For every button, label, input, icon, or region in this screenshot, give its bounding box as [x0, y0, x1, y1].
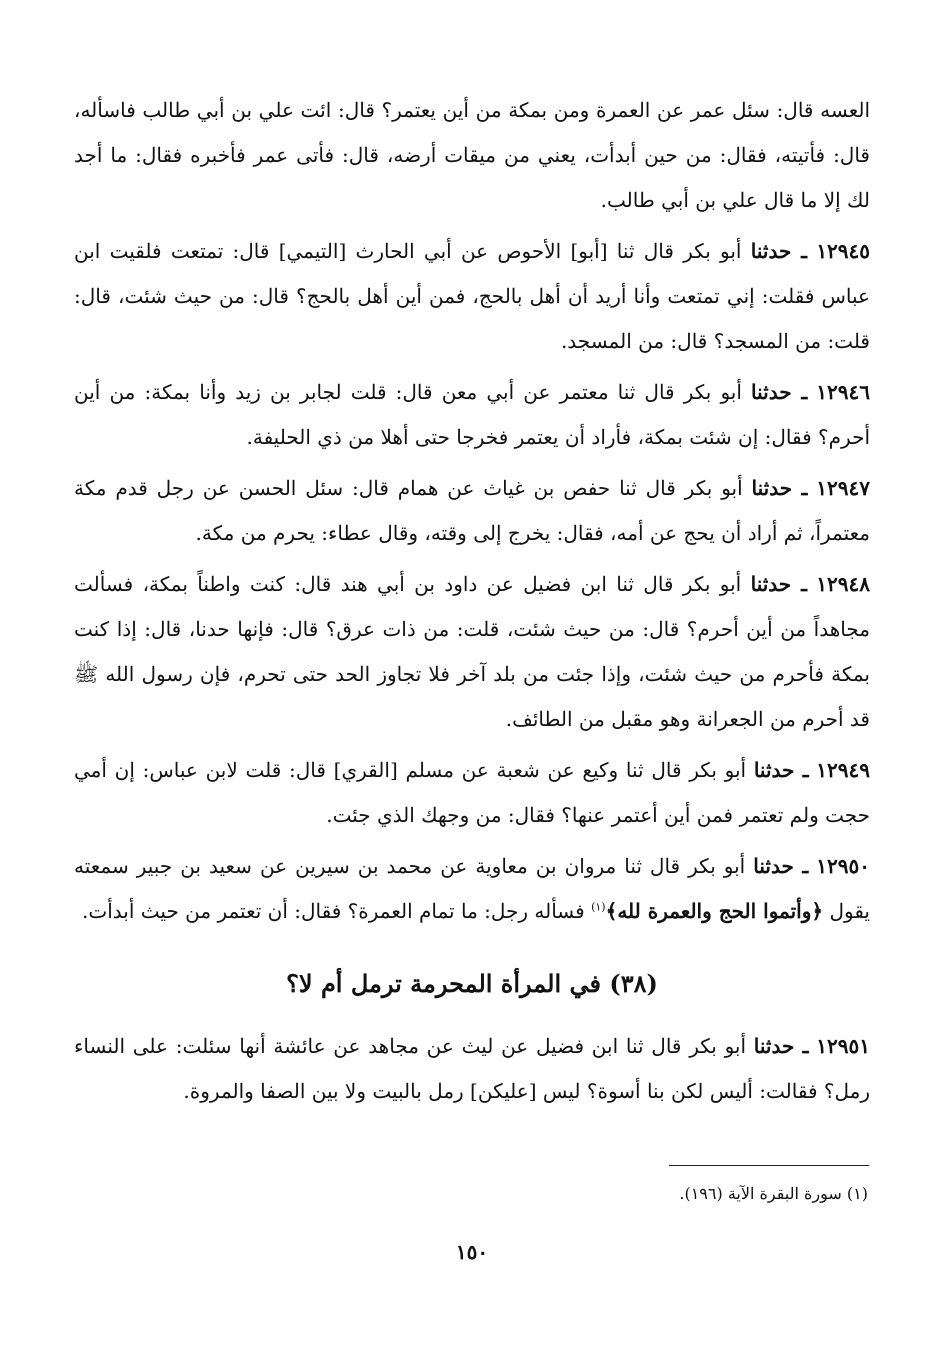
- hadith-paragraph-12945: [74, 229, 870, 364]
- footnote-divider: [669, 1165, 869, 1166]
- hadith-paragraph-12946: [74, 370, 870, 460]
- hadith-number: ١٢٩٤٧: [816, 476, 871, 500]
- hadith-text: أبو بكر قال ثنا ابن فضيل عن ليث عن مجاهد عن عائشة أنها سئلت: على النساء رمل؟ فقالت: أليس لكن بنا أسوة؟ ليس [عليكن] رمل بالبيت ولا بين الصفا والمروة.: [74, 1034, 870, 1103]
- hadith-lead: ـ حدثنا: [753, 854, 809, 878]
- hadith-lead: ـ حدثنا: [750, 239, 808, 263]
- hadith-paragraph-12950: [74, 844, 870, 934]
- hadith-paragraph-12947: [74, 466, 870, 556]
- hadith-number: ١٢٩٤٦: [816, 380, 871, 404]
- hadith-lead: ـ حدثنا: [753, 1034, 809, 1058]
- hadith-text: أبو بكر قال ثنا مروان بن معاوية عن محمد بن سيرين عن سعيد بن جبير سمعته يقول: [74, 854, 870, 923]
- footnote-reference: (١): [591, 900, 606, 914]
- hadith-text: أبو بكر قال ثنا حفص بن غياث عن همام قال: سئل الحسن عن رجل قدم مكة معتمراً، ثم أراد أن يحج عن أمه، فقال: يخرج إلى وقته، وقال عطاء: يحرم من مكة.: [74, 476, 870, 545]
- hadith-number: ١٢٩٥٠: [816, 854, 871, 878]
- hadith-number: ١٢٩٥١: [816, 1034, 870, 1058]
- hadith-number: ١٢٩٤٥: [816, 239, 871, 263]
- hadith-paragraph-12951: [74, 1024, 870, 1114]
- page-body: [74, 88, 870, 1120]
- hadith-text: العسه قال: سئل عمر عن العمرة ومن بمكة من أين يعتمر؟ قال: ائت علي بن أبي طالب فاسأله، قال: فأتيته، فقال: من حين أبدأت، يعني من ميقات أرضه، قال: فأتى عمر فأخبره فقال: ما أجد لك إلا ما قال علي بن أبي طالب.: [74, 98, 870, 212]
- hadith-text: أبو بكر قال ثنا معتمر عن أبي معن قال: قلت لجابر بن زيد وأنا بمكة: من أين أحرم؟ فقال: إن شئت بمكة، فأراد أن يعتمر فخرجا حتى أهلا من ذي الحليفة.: [74, 380, 870, 449]
- hadith-paragraph-continued: [74, 88, 870, 223]
- hadith-paragraph-12948: [74, 562, 870, 742]
- chapter-heading: (٣٨) في المرأة المحرمة ترمل أم لا؟: [286, 969, 658, 998]
- hadith-lead: ـ حدثنا: [751, 380, 808, 404]
- hadith-number: ١٢٩٤٨: [816, 572, 871, 596]
- hadith-lead: ـ حدثنا: [751, 476, 808, 500]
- hadith-text-continued: فسأله رجل: ما تمام العمرة؟ فقال: أن تعتمر من حيث أبدأت.: [82, 899, 585, 923]
- hadith-number: ١٢٩٤٩: [816, 758, 871, 782]
- quran-verse: ﴿وأتموا الحج والعمرة لله﴾: [605, 899, 824, 923]
- footnote: (١) سورة البقرة الآية (١٩٦).: [679, 1184, 868, 1203]
- page-number: ١٥٠: [455, 1240, 489, 1264]
- hadith-text: أبو بكر قال ثنا [أبو] الأحوص عن أبي الحارث [التيمي] قال: تمتعت فلقيت ابن عباس فقلت: إني تمتعت وأنا أريد أن أهل بالحج، فمن أين أهل بالحج؟ قال: من حيث شئت، قال: قلت: من المسجد؟ قال: من المسجد.: [74, 239, 870, 353]
- hadith-text: أبو بكر قال ثنا ابن فضيل عن داود بن أبي هند قال: كنت واطناً بمكة، فسألت مجاهداً من أين أحرم؟ قال: من حيث شئت، قلت: من ذات عرق؟ قال: فإنها حدنا، قال: إذا كنت بمكة فأحرم من حيث شئت، وإذا جئت من بلد آخر فلا تجاوز الحد حتى تحرم، فإن رسول الله ﷺ قد أحرم من الجعرانة وهو مقبل من الطائف.: [74, 572, 870, 731]
- hadith-paragraph-12949: [74, 748, 870, 838]
- hadith-lead: ـ حدثنا: [750, 572, 807, 596]
- hadith-text: أبو بكر قال ثنا وكيع عن شعبة عن مسلم [القري] قال: قلت لابن عباس: إن أمي حجت ولم تعتمر فمن أين أعتمر عنها؟ فقال: من وجهك الذي جئت.: [74, 758, 870, 827]
- hadith-lead: ـ حدثنا: [753, 758, 809, 782]
